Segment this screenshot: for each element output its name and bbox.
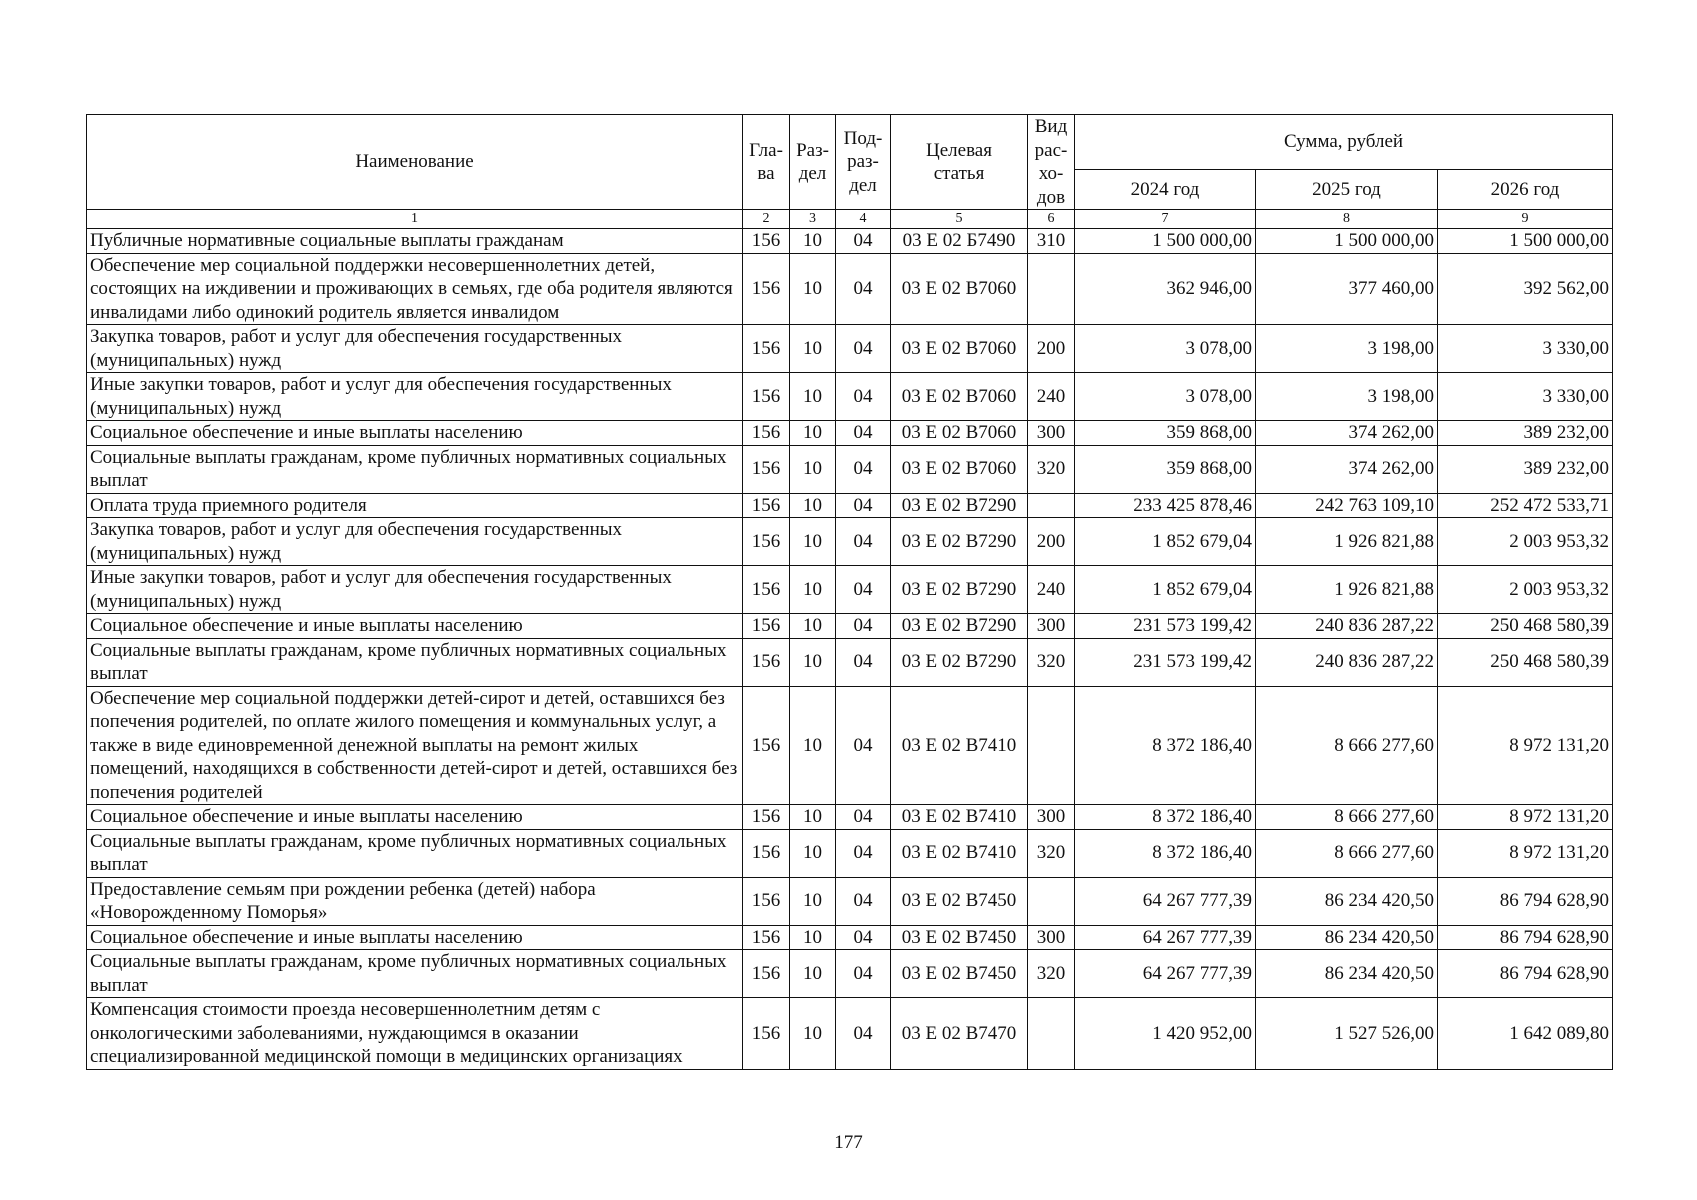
header-razdel: Раз- дел — [790, 115, 836, 210]
row-sum-2025: 86 234 420,50 — [1256, 877, 1438, 925]
column-number: 1 — [87, 210, 743, 229]
table-header — [87, 115, 1613, 229]
row-name: Обеспечение мер социальной поддержки несовершеннолетних детей, состоящих на иждивении и проживающих в семьях, где оба родителя являются инвалидами либо одинокий родитель является инвалидом — [87, 253, 743, 325]
row-sum-2024: 64 267 777,39 — [1075, 950, 1256, 998]
row-sum-2024: 1 420 952,00 — [1075, 998, 1256, 1070]
table-row — [87, 614, 1613, 639]
row-razdel: 10 — [790, 950, 836, 998]
row-vid-rashodov: 300 — [1028, 805, 1075, 830]
column-number: 5 — [891, 210, 1028, 229]
header-glava: Гла- ва — [743, 115, 790, 210]
row-sum-2024: 3 078,00 — [1075, 373, 1256, 421]
row-name: Социальные выплаты гражданам, кроме публичных нормативных социальных выплат — [87, 829, 743, 877]
column-number: 7 — [1075, 210, 1256, 229]
row-name: Иные закупки товаров, работ и услуг для обеспечения государственных (муниципальных) нужд — [87, 566, 743, 614]
row-name: Социальные выплаты гражданам, кроме публичных нормативных социальных выплат — [87, 638, 743, 686]
table-row — [87, 518, 1613, 566]
row-sum-2025: 1 926 821,88 — [1256, 518, 1438, 566]
row-sum-2026: 8 972 131,20 — [1438, 686, 1613, 805]
row-sum-2024: 64 267 777,39 — [1075, 877, 1256, 925]
table-row — [87, 877, 1613, 925]
row-vid-rashodov: 320 — [1028, 445, 1075, 493]
row-celevaya-statya: 03 Е 02 В7450 — [891, 925, 1028, 950]
row-sum-2025: 374 262,00 — [1256, 445, 1438, 493]
row-sum-2026: 86 794 628,90 — [1438, 877, 1613, 925]
row-podrazdel: 04 — [836, 373, 891, 421]
row-name: Публичные нормативные социальные выплаты гражданам — [87, 229, 743, 254]
row-sum-2026: 250 468 580,39 — [1438, 638, 1613, 686]
table-row — [87, 925, 1613, 950]
row-razdel: 10 — [790, 445, 836, 493]
row-glava: 156 — [743, 493, 790, 518]
row-sum-2026: 86 794 628,90 — [1438, 950, 1613, 998]
table-row — [87, 566, 1613, 614]
row-sum-2025: 8 666 277,60 — [1256, 829, 1438, 877]
table-row — [87, 950, 1613, 998]
header-year-2024: 2024 год — [1075, 170, 1256, 210]
column-number: 3 — [790, 210, 836, 229]
row-glava: 156 — [743, 421, 790, 446]
row-celevaya-statya: 03 Е 02 В7290 — [891, 493, 1028, 518]
budget-table — [86, 114, 1613, 1070]
header-podrazdel: Под- раз- дел — [836, 115, 891, 210]
row-razdel: 10 — [790, 373, 836, 421]
row-celevaya-statya: 03 Е 02 В7290 — [891, 614, 1028, 639]
row-razdel: 10 — [790, 877, 836, 925]
row-vid-rashodov — [1028, 686, 1075, 805]
row-sum-2025: 8 666 277,60 — [1256, 686, 1438, 805]
row-name: Оплата труда приемного родителя — [87, 493, 743, 518]
table-row — [87, 325, 1613, 373]
row-celevaya-statya: 03 Е 02 В7410 — [891, 829, 1028, 877]
row-sum-2025: 1 500 000,00 — [1256, 229, 1438, 254]
row-glava: 156 — [743, 325, 790, 373]
table-row — [87, 686, 1613, 805]
row-sum-2024: 3 078,00 — [1075, 325, 1256, 373]
row-sum-2024: 8 372 186,40 — [1075, 686, 1256, 805]
row-razdel: 10 — [790, 253, 836, 325]
row-vid-rashodov: 300 — [1028, 614, 1075, 639]
table-row — [87, 445, 1613, 493]
row-vid-rashodov: 200 — [1028, 518, 1075, 566]
row-sum-2026: 252 472 533,71 — [1438, 493, 1613, 518]
row-celevaya-statya: 03 Е 02 В7450 — [891, 877, 1028, 925]
row-sum-2024: 8 372 186,40 — [1075, 829, 1256, 877]
row-sum-2026: 389 232,00 — [1438, 421, 1613, 446]
row-sum-2025: 374 262,00 — [1256, 421, 1438, 446]
row-glava: 156 — [743, 518, 790, 566]
row-celevaya-statya: 03 Е 02 В7060 — [891, 373, 1028, 421]
row-vid-rashodov: 320 — [1028, 829, 1075, 877]
row-celevaya-statya: 03 Е 02 В7290 — [891, 638, 1028, 686]
row-razdel: 10 — [790, 638, 836, 686]
row-razdel: 10 — [790, 614, 836, 639]
row-razdel: 10 — [790, 566, 836, 614]
row-sum-2024: 359 868,00 — [1075, 421, 1256, 446]
row-celevaya-statya: 03 Е 02 В7450 — [891, 950, 1028, 998]
row-name: Обеспечение мер социальной поддержки детей-сирот и детей, оставшихся без попечения родителей, по оплате жилого помещения и коммунальных услуг, а также в виде единовременной денежной выплаты на ремонт жилых помещений, находящихся в собственности детей-сирот и детей, оставшихся без попечения родителей — [87, 686, 743, 805]
row-podrazdel: 04 — [836, 805, 891, 830]
table-row — [87, 998, 1613, 1070]
row-sum-2024: 1 500 000,00 — [1075, 229, 1256, 254]
row-vid-rashodov: 240 — [1028, 373, 1075, 421]
row-razdel: 10 — [790, 829, 836, 877]
row-glava: 156 — [743, 998, 790, 1070]
row-podrazdel: 04 — [836, 998, 891, 1070]
row-glava: 156 — [743, 829, 790, 877]
row-vid-rashodov: 300 — [1028, 925, 1075, 950]
column-number: 8 — [1256, 210, 1438, 229]
row-name: Закупка товаров, работ и услуг для обеспечения государственных (муниципальных) нужд — [87, 518, 743, 566]
row-sum-2026: 2 003 953,32 — [1438, 518, 1613, 566]
row-sum-2026: 1 642 089,80 — [1438, 998, 1613, 1070]
row-podrazdel: 04 — [836, 925, 891, 950]
row-sum-2025: 240 836 287,22 — [1256, 614, 1438, 639]
row-sum-2025: 3 198,00 — [1256, 325, 1438, 373]
row-name: Социальное обеспечение и иные выплаты населению — [87, 925, 743, 950]
column-number-row — [87, 210, 1613, 229]
row-sum-2024: 1 852 679,04 — [1075, 566, 1256, 614]
row-glava: 156 — [743, 614, 790, 639]
row-vid-rashodov: 320 — [1028, 638, 1075, 686]
row-glava: 156 — [743, 950, 790, 998]
row-sum-2026: 3 330,00 — [1438, 373, 1613, 421]
table-row — [87, 829, 1613, 877]
row-sum-2026: 389 232,00 — [1438, 445, 1613, 493]
row-podrazdel: 04 — [836, 518, 891, 566]
row-vid-rashodov: 320 — [1028, 950, 1075, 998]
row-sum-2024: 64 267 777,39 — [1075, 925, 1256, 950]
row-podrazdel: 04 — [836, 325, 891, 373]
row-razdel: 10 — [790, 493, 836, 518]
table-body — [87, 229, 1613, 1070]
row-sum-2024: 1 852 679,04 — [1075, 518, 1256, 566]
table-row — [87, 253, 1613, 325]
row-sum-2026: 8 972 131,20 — [1438, 829, 1613, 877]
row-sum-2025: 240 836 287,22 — [1256, 638, 1438, 686]
row-name: Социальные выплаты гражданам, кроме публичных нормативных социальных выплат — [87, 950, 743, 998]
row-vid-rashodov: 200 — [1028, 325, 1075, 373]
row-razdel: 10 — [790, 229, 836, 254]
row-celevaya-statya: 03 Е 02 В7290 — [891, 518, 1028, 566]
row-glava: 156 — [743, 445, 790, 493]
row-sum-2024: 231 573 199,42 — [1075, 638, 1256, 686]
row-glava: 156 — [743, 373, 790, 421]
row-celevaya-statya: 03 Е 02 В7410 — [891, 686, 1028, 805]
page-number: 177 — [834, 1132, 863, 1153]
row-glava: 156 — [743, 686, 790, 805]
column-number: 2 — [743, 210, 790, 229]
row-name: Социальное обеспечение и иные выплаты населению — [87, 614, 743, 639]
row-vid-rashodov — [1028, 493, 1075, 518]
row-podrazdel: 04 — [836, 229, 891, 254]
header-year-2025: 2025 год — [1256, 170, 1438, 210]
row-sum-2026: 392 562,00 — [1438, 253, 1613, 325]
row-sum-2025: 86 234 420,50 — [1256, 950, 1438, 998]
row-razdel: 10 — [790, 925, 836, 950]
row-sum-2024: 233 425 878,46 — [1075, 493, 1256, 518]
row-podrazdel: 04 — [836, 686, 891, 805]
table-row — [87, 493, 1613, 518]
row-glava: 156 — [743, 253, 790, 325]
table-row — [87, 638, 1613, 686]
row-podrazdel: 04 — [836, 877, 891, 925]
row-celevaya-statya: 03 Е 02 Б7490 — [891, 229, 1028, 254]
row-podrazdel: 04 — [836, 445, 891, 493]
row-vid-rashodov: 240 — [1028, 566, 1075, 614]
row-celevaya-statya: 03 Е 02 В7060 — [891, 421, 1028, 446]
table-row — [87, 229, 1613, 254]
row-celevaya-statya: 03 Е 02 В7290 — [891, 566, 1028, 614]
header-vid-rashodov: Вид рас- хо- дов — [1028, 115, 1075, 210]
row-podrazdel: 04 — [836, 421, 891, 446]
row-razdel: 10 — [790, 421, 836, 446]
row-vid-rashodov — [1028, 998, 1075, 1070]
row-sum-2025: 1 527 526,00 — [1256, 998, 1438, 1070]
table-row — [87, 805, 1613, 830]
header-year-2026: 2026 год — [1438, 170, 1613, 210]
row-glava: 156 — [743, 229, 790, 254]
row-glava: 156 — [743, 877, 790, 925]
row-podrazdel: 04 — [836, 638, 891, 686]
row-sum-2026: 2 003 953,32 — [1438, 566, 1613, 614]
header-summa: Сумма, рублей — [1075, 115, 1613, 170]
row-name: Предоставление семьям при рождении ребенка (детей) набора «Новорожденному Поморья» — [87, 877, 743, 925]
row-podrazdel: 04 — [836, 829, 891, 877]
row-vid-rashodov: 310 — [1028, 229, 1075, 254]
row-sum-2026: 250 468 580,39 — [1438, 614, 1613, 639]
row-razdel: 10 — [790, 518, 836, 566]
row-podrazdel: 04 — [836, 493, 891, 518]
row-name: Компенсация стоимости проезда несовершеннолетним детям с онкологическими заболеваниями, нуждающимся в оказании специализированной медицинской помощи в медицинских организациях — [87, 998, 743, 1070]
row-sum-2026: 1 500 000,00 — [1438, 229, 1613, 254]
row-sum-2026: 3 330,00 — [1438, 325, 1613, 373]
table-row — [87, 373, 1613, 421]
header-name: Наименование — [87, 115, 743, 210]
row-name: Закупка товаров, работ и услуг для обеспечения государственных (муниципальных) нужд — [87, 325, 743, 373]
row-celevaya-statya: 03 Е 02 В7060 — [891, 445, 1028, 493]
row-name: Иные закупки товаров, работ и услуг для обеспечения государственных (муниципальных) нужд — [87, 373, 743, 421]
row-sum-2024: 8 372 186,40 — [1075, 805, 1256, 830]
row-name: Социальное обеспечение и иные выплаты населению — [87, 805, 743, 830]
column-number: 4 — [836, 210, 891, 229]
row-podrazdel: 04 — [836, 566, 891, 614]
header-celevaya-statya: Целевая статья — [891, 115, 1028, 210]
row-podrazdel: 04 — [836, 253, 891, 325]
row-glava: 156 — [743, 925, 790, 950]
row-vid-rashodov: 300 — [1028, 421, 1075, 446]
row-sum-2025: 86 234 420,50 — [1256, 925, 1438, 950]
row-sum-2025: 377 460,00 — [1256, 253, 1438, 325]
row-sum-2025: 1 926 821,88 — [1256, 566, 1438, 614]
row-razdel: 10 — [790, 998, 836, 1070]
row-sum-2025: 8 666 277,60 — [1256, 805, 1438, 830]
row-razdel: 10 — [790, 325, 836, 373]
row-podrazdel: 04 — [836, 614, 891, 639]
row-sum-2024: 231 573 199,42 — [1075, 614, 1256, 639]
row-glava: 156 — [743, 638, 790, 686]
row-podrazdel: 04 — [836, 950, 891, 998]
column-number: 6 — [1028, 210, 1075, 229]
row-sum-2025: 3 198,00 — [1256, 373, 1438, 421]
row-sum-2025: 242 763 109,10 — [1256, 493, 1438, 518]
row-celevaya-statya: 03 Е 02 В7410 — [891, 805, 1028, 830]
row-celevaya-statya: 03 Е 02 В7060 — [891, 253, 1028, 325]
row-glava: 156 — [743, 566, 790, 614]
row-razdel: 10 — [790, 805, 836, 830]
row-vid-rashodov — [1028, 253, 1075, 325]
row-vid-rashodov — [1028, 877, 1075, 925]
row-name: Социальное обеспечение и иные выплаты населению — [87, 421, 743, 446]
column-number: 9 — [1438, 210, 1613, 229]
row-celevaya-statya: 03 Е 02 В7060 — [891, 325, 1028, 373]
row-razdel: 10 — [790, 686, 836, 805]
row-glava: 156 — [743, 805, 790, 830]
row-name: Социальные выплаты гражданам, кроме публичных нормативных социальных выплат — [87, 445, 743, 493]
table-row — [87, 421, 1613, 446]
row-sum-2024: 362 946,00 — [1075, 253, 1256, 325]
row-sum-2026: 86 794 628,90 — [1438, 925, 1613, 950]
row-sum-2026: 8 972 131,20 — [1438, 805, 1613, 830]
row-celevaya-statya: 03 Е 02 В7470 — [891, 998, 1028, 1070]
row-sum-2024: 359 868,00 — [1075, 445, 1256, 493]
